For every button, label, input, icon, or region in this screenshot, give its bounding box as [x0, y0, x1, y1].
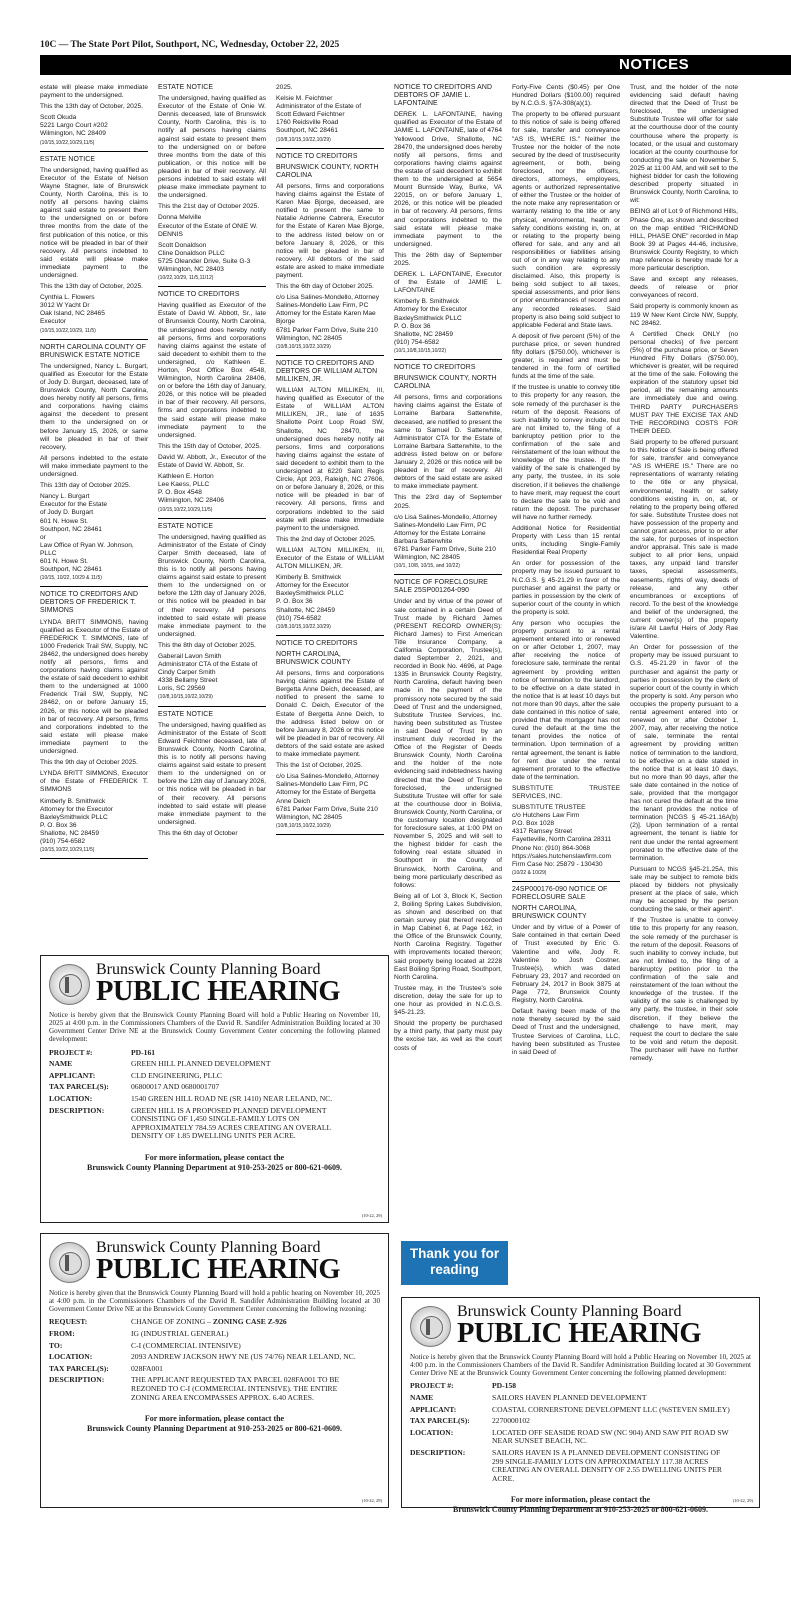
signature-line: 3012 W Yacht Dr	[40, 302, 90, 310]
ad-subtitle: Brunswick County Planning Board	[96, 1239, 321, 1256]
signature-line: c/o Lisa Salines-Mondello, Attorney	[394, 513, 497, 521]
signature-line: Kimberly B. Smithwick	[276, 574, 342, 582]
ad-run-dates: (10-22, 29)	[361, 1498, 382, 1503]
notice-paragraph: Said property is commonly known as 119 W New Kent Circle NW, Supply, NC 28462.	[630, 303, 738, 327]
signature-line: Southport, NC 28461	[40, 566, 102, 574]
ad-field-value: 2270000102	[492, 1416, 530, 1426]
signature-line: Attorney for the Executor	[40, 805, 113, 813]
ad-field-row	[41, 1352, 388, 1364]
ad-field-row	[402, 1448, 759, 1485]
ad-subtitle: Brunswick County Planning Board	[457, 1303, 682, 1320]
ad-field-value: THE APPLICANT REQUESTED TAX PARCEL 028FA001 TO BE REZONED TO C-I (COMMERCIAL INTENSIVE). THE ENTIRE ZONING AREA ENCOMPASSES APPROX. 6.40 ACRES.	[131, 1375, 340, 1402]
signature-line: Wilmington, NC 28405	[276, 813, 342, 821]
notice-paragraph: A deposit of five percent (5%) of the purchase price, or seven hundred fifty dollars ($750.00), whichever is greater, is required and must be tendered in the form of certified funds at the time of the sale.	[512, 332, 620, 381]
ad-field-label: TAX PARCEL(S):	[410, 1416, 470, 1426]
signature-line: 601 N. Howe St.	[40, 557, 89, 565]
signature-line: P. O. Box 36	[394, 322, 431, 330]
signature-line: Shallotte, NC 28459	[40, 829, 100, 837]
signature-line: Oak Island, NC 28465	[40, 310, 105, 318]
public-hearing-ad-pd158	[401, 1297, 760, 1514]
signature-line: BaxleySmithwick PLLC	[40, 813, 108, 821]
notice-paragraph: DEREK L. LAFONTAINE, Executor of the Estate of JAMIE L. LAFONTAINE	[394, 271, 502, 295]
signature-line: Kimberly B. Smithwick	[394, 298, 460, 306]
signature-line: BaxleySmithwick PLLC	[276, 590, 344, 598]
notice-divider	[512, 881, 620, 882]
publication-dates: (10/22 & 10/29)	[512, 869, 547, 876]
publication-dates: (10/8,10/15,10/22,10/29)	[276, 343, 331, 350]
signature-line: 5221 Largo Court #202	[40, 122, 108, 130]
notice-heading: NOTICE TO CREDITORS	[276, 639, 358, 647]
signature-line: Fayetteville, North Carolina 28311	[512, 836, 612, 844]
publication-dates: (10/8,10/15,10/22,10/29)	[158, 694, 213, 701]
notice-paragraph: This the 13th day of October, 2025.	[40, 103, 144, 111]
signature-line: Attorney for the Estate of Bergetta Anne Deich	[276, 789, 376, 805]
ad-field-label: PROJECT #:	[49, 1047, 93, 1057]
signature-line: Executor for the Estate	[40, 501, 108, 509]
notice-paragraph: This the 6th day of October 2025.	[276, 283, 374, 291]
notice-paragraph: This the 13th day of October, 2025.	[40, 283, 144, 291]
ad-field-value: CLD ENGINEERING, PLLC	[131, 1070, 222, 1080]
signature-line: or	[40, 533, 46, 541]
ad-field-row	[41, 1048, 388, 1060]
ad-field-value: SAILORS HAVEN PLANNED DEVELOPMENT	[492, 1392, 647, 1402]
ad-field-value: 1540 GREEN HILL ROAD NE (SR 1410) NEAR LELAND, NC.	[131, 1094, 333, 1104]
signature-line: Wilmington, NC 28403	[158, 265, 224, 273]
ad-field-value: 028FA001	[131, 1363, 163, 1373]
signature-line: https://sales.hutchenslawfirm.com	[512, 852, 611, 860]
ad-field-label: APPLICANT:	[410, 1404, 457, 1414]
notice-divider	[276, 834, 384, 835]
ad-field-row	[402, 1416, 759, 1428]
publication-dates: (10/15,10/22,10/29,11/5)	[158, 506, 213, 513]
ad-field-label: NAME	[410, 1392, 434, 1402]
signature-line: Wilmington, NC 28409	[40, 130, 106, 138]
signature-line: 4338 Bellamy Street	[158, 677, 218, 685]
notice-paragraph: If the trustee is unable to convey title to this property for any reason, the sole remedy of the purchaser is the return of the deposit. Reasons of such inability to convey include, but are not limited to, the filing of a bankruptcy petition prior to the confirmation of the sale and reinstatement of the loan without the knowledge of the trustee. If the validity of the sale is challenged by any party, the trustee, in its sole discretion, if it believes the challenge to have merit, may request the court to declare the sale to be void and return the deposit. The purchaser will have no further remedy.	[512, 384, 620, 521]
ad-field-label: TO:	[49, 1340, 63, 1350]
signature-line: Attorney for the Estate Karen Mae Bjorge	[276, 310, 376, 326]
notice-divider	[276, 355, 384, 356]
ad-field-value: PD-161	[131, 1047, 156, 1057]
notice-paragraph: A Certified Check ONLY (no personal checks) of five percent (5%) of the purchase price, or Seven Hundred Fifty Dollars ($750.00), whichever is greater, will be required at the time of the sale. Following the expiration of the statutory upset bid period, all the remaining amounts are immediately due and owing. THIRD PARTY PURCHASERS MUST PAY THE EXCISE TAX AND THE RECORDING COSTS FOR THEIR DEED.	[630, 330, 738, 435]
notice-paragraph: Save and except any releases, deeds of release or prior conveyances of record.	[630, 276, 738, 300]
signature-line: 601 N. Howe St.	[40, 517, 89, 525]
ad-contact: For more information, please contact the Brunswick County Planning Department at 910-253-2025 or 800-621-0609.	[87, 1153, 342, 1172]
notice-paragraph: WILLIAM ALTON MILLIKEN, III, having qualified as Executor of the Estate of WILLIAM ALTON MILLIKEN, JR., late of 1635 Shallotte Point Loop Road SW, Shallotte, NC 28470, the undersigned does hereby notify all persons, firms and corporations having claims against the estate of said decedent to exhibit them to the undersigned at 6220 Saint Regis Circle, Apt 203, Raleigh, NC 27606, on or before January 8, 2026, or this notice will be pleaded in bar of recovery. All persons, firms and corporations indebted to the said estate will please make immediate payment to the undersigned.	[276, 387, 384, 532]
ad-field-label: LOCATION:	[49, 1352, 93, 1362]
notice-column-1	[40, 84, 148, 946]
ad-field-value: C-I (COMMERCIAL INTENSIVE)	[131, 1340, 241, 1350]
publication-dates: (10/15,10/22,10/29,11/5)	[40, 139, 95, 146]
ad-field-row	[41, 1341, 388, 1353]
notice-divider	[158, 518, 266, 519]
signature-line: (910) 754-6582	[276, 614, 322, 622]
signature-line: Scott Donaldson	[158, 241, 207, 249]
notice-paragraph: This the 23rd day of September 2025.	[394, 494, 502, 510]
signature-line: 6781 Parker Farm Drive, Suite 210	[276, 805, 378, 813]
notice-paragraph: David W. Abbott, Jr., Executor of the Estate of David W. Abbott, Sr.	[158, 453, 266, 470]
signature-line: (910) 754-6582	[40, 837, 86, 845]
signature-line: Attorney for the Executor	[276, 582, 349, 590]
signature-line: (910) 754-6582	[394, 338, 440, 346]
notice-heading: NOTICE TO CREDITORS AND DEBTORS OF WILLIAM ALTON MILLIKEN, JR.	[276, 359, 378, 383]
notice-heading: NORTH CAROLINA, BRUNSWICK COUNTY	[276, 650, 351, 666]
notice-heading: NOTICE TO CREDITORS	[158, 291, 240, 299]
county-seal-icon	[49, 964, 90, 1005]
notice-column-6	[630, 84, 738, 1249]
notice-heading: ESTATE NOTICE	[40, 155, 96, 163]
ad-field-row	[41, 1329, 388, 1341]
ad-field-value: IG (INDUSTRIAL GENERAL)	[131, 1328, 229, 1338]
notice-paragraph: This 13th day of October 2025.	[40, 482, 131, 490]
ad-field-value: CHANGE OF ZONING – ZONING CASE Z-926	[131, 1317, 287, 1327]
signature-line: 6781 Parker Farm Drive, Suite 210	[394, 545, 496, 553]
ad-field-row	[41, 1094, 388, 1106]
notice-divider	[394, 359, 502, 360]
signature-line: Firm Case No: 25879 - 130430	[512, 860, 603, 868]
notice-divider	[40, 858, 148, 859]
notice-column-2	[158, 84, 266, 946]
notice-paragraph: The property to be offered pursuant to this notice of sale is being offered for sale, transfer and conveyance "AS IS, WHERE IS." Neither the Trustee nor the holder of the note secured by the deed of trust/security agreement, or both, being foreclosed, nor the officers, directors, attorneys, employees, agents or authorized representative of either the Trustee or the holder of the note make any representation or warranty relating to the title or any physical, environmental, health or safety conditions existing in, on, at or relating to the property being offered for sale, and any and all responsibilities or liabilities arising out of or in any way relating to any such condition are expressly disclaimed. Also, this property is being sold subject to all taxes, special assessments, and prior liens or prior encumbrances of record and any recorded releases. Said property is also being sold subject to applicable Federal and State laws.	[512, 111, 620, 329]
ad-field-label: TAX PARCEL(S):	[49, 1363, 109, 1373]
ad-field-row	[402, 1393, 759, 1405]
notice-paragraph: LYNDA BRITT SIMMONS, having qualified as Executor of the Estate of FREDERICK T. SIMMONS, late of 1000 Frederick Trail SW, Supply, NC 28462, the undersigned does hereby notify all persons, firms and corporations having claims against the estate of said decedent to exhibit them to the undersigned at 1000 Frederick Trail SW, Supply, NC 28462, on or before January 15, 2026, or this notice will be pleaded in bar of recovery. All persons, firms and corporations indebted to the said estate will please make immediate payment to the undersigned.	[40, 618, 148, 756]
ad-title: PUBLIC HEARING	[457, 1318, 701, 1349]
notice-paragraph: Default having been made of the note thereby secured by the said Deed of Trust and the undersigned, Trustee Services of Carolina, LLC, having been substituted as Trustee in said Deed of	[512, 1008, 620, 1056]
signature-line: 6781 Parker Farm Drive, Suite 210	[276, 326, 378, 334]
section-banner	[40, 55, 791, 75]
ad-field-label: DESCRIPTION:	[410, 1447, 466, 1457]
notice-signature-block	[394, 298, 502, 347]
signature-line: c/o Lisa Salines-Mondello, Attorney	[276, 294, 379, 302]
signature-line: Southport, NC 28461	[40, 525, 102, 533]
ad-field-label: PROJECT #:	[410, 1381, 454, 1391]
notice-signature-block	[512, 804, 620, 869]
ad-field-value: LOCATED OFF SEASIDE ROAD SW (NC 904) AND SAW PIT ROAD SW NEAR SUNSET BEACH, NC.	[492, 1427, 729, 1446]
signature-line: P.O. Box 1028	[512, 820, 555, 828]
ad-run-dates: (10-22, 29)	[732, 1498, 753, 1503]
notice-signature-block	[40, 294, 148, 326]
ad-field-row	[41, 1059, 388, 1071]
notice-signature-block	[40, 114, 148, 138]
county-seal-icon	[410, 1306, 451, 1347]
notice-paragraph: Forty-Five Cents ($0.45) per One Hundred Dollars ($100.00) required by N.C.G.S. §7A-308(a)(1).	[512, 84, 620, 108]
ad-field-row	[41, 1375, 388, 1404]
ad-intro: Notice is hereby given that the Brunswick County Planning Board will hold a Public Hearing on November 10, 2025 at 4:00 p.m. in the Commissioners Chambers of the David R. Sandifer Administration Building located at 30 Government Center Drive NE at the Brunswick County Government Center concerning the following planned development:	[49, 1010, 380, 1044]
notice-heading: 24SP000176-090 NOTICE OF FORECLOSURE SALE	[512, 885, 608, 901]
ad-field-value: 2093 ANDREW JACKSON HWY NE (US 74/76) NEAR LELAND, NC.	[131, 1352, 356, 1362]
notice-signature-block	[276, 574, 384, 623]
ad-field-row	[41, 1106, 388, 1143]
notice-paragraph: Should the property be purchased by a third party, that party must pay the excise tax, as well as the court costs of	[394, 1020, 502, 1052]
signature-line: Shallotte, NC 28459	[276, 606, 336, 614]
notice-paragraph: All persons, firms and corporations having claims against the Estate of Lorraine Barbara Satterwhite, deceased, are notified to present the same to Samuel D. Satterwhite, Administrator CTA for the Estate of Lorraine Barbara Satterwhite, to the address listed below on or before January 2, 2026 or this notice will be pleaded in bar of recovery. All debtors of the said estate are asked to make immediate payment.	[394, 394, 502, 491]
signature-line: P. O. Box 36	[276, 598, 313, 606]
ad-field-value: GREEN HILL PLANNED DEVELOPMENT	[131, 1059, 271, 1069]
notice-paragraph: DEREK L. LAFONTAINE, having qualified as Executor of the Estate of JAMIE L. LAFONTAINE, late of 4764 Yellowood Drive, Shallotte, NC 28470, the undersigned does hereby notify all persons, firms and corporations having claims against the estate of said decedent to exhibit them to the undersigned at 5654 Mount Burnside Way, Burke, VA 22015, on or before January 1, 2026, or this notice will be pleaded in bar of recovery. All persons, firms and corporations indebted to the said estate will please make immediate payment to the undersigned.	[394, 111, 502, 248]
notice-paragraph: An Order for possession of the property may be issued pursuant to G.S. 45-21.29 in favor of the purchaser and against the party or parties in possession by the clerk of superior court of the county in which the property is sold. Any person who occupies the property pursuant to a rental agreement entered into or renewed on or after October 1, 2007, may, after receiving the notice of sale, terminate the rental agreement by providing written notice of termination to the landlord, to be effective on a date stated in the notice that is at least 10 days, but no more than 90 days, after the sale date contained in the notice of sale, provided that the mortgagor has not cured the default at the time the tenant provides the notice of termination [NCGS § 45-21.16A(b)(2)]. Upon termination of a rental agreement, the tenant is liable for rent due under the rental agreement prorated to the effective date of the termination.	[630, 644, 738, 862]
notice-signature-block	[394, 514, 502, 563]
notice-paragraph: Under and by virtue of a Power of Sale contained in that certain Deed of Trust executed by Eric G. Valentine and wife, Jody R. Valentine to Josh Costner, Trustee(s), which was dated February 23, 2017 and recorded on February 24, 2017 in Book 3875 at Page 772, Brunswick County Registry, North Carolina.	[512, 924, 620, 1005]
signature-line: Scott Okuda	[40, 114, 77, 122]
signature-line: SUBSTITUTE TRUSTEE	[512, 804, 586, 812]
section-title: NOTICES	[619, 56, 690, 73]
ad-contact: For more information, please contact the Brunswick County Planning Department at 910-253-2025 or 800-621-0609.	[87, 1414, 342, 1433]
notice-heading: ESTATE NOTICE	[158, 710, 214, 718]
ad-field-label: DESCRIPTION:	[49, 1105, 105, 1115]
notice-paragraph: The undersigned, having qualified as Administrator of the Estate of Scott Edward Feichtner deceased, late of Brunswick County, North Carolina, this is to notify all persons having claims against said estate to present them to the undersigned on or before the 12th day of January 2026, or this notice will be pleaded in bar of their recovery. All persons indebted to said estate will please make immediate payment to the undersigned.	[158, 721, 266, 826]
notice-paragraph: This the 2nd day of October 2025.	[276, 535, 376, 543]
signature-line: P. O. Box 36	[40, 821, 77, 829]
publication-dates: (10/8,10/15,10/22,10/29)	[276, 136, 331, 143]
ad-field-value: SAILORS HAVEN IS A PLANNED DEVELOPMENT CONSISTING OF 299 SINGLE-FAMILY LOTS ON APPROXIMATELY 117.38 ACRES CREATING AN OVERALL DENSITY OF 2.55 DWELLING UNITS PER ACRE.	[492, 1447, 722, 1483]
ad-field-label: FROM:	[49, 1328, 75, 1338]
notice-signature-block	[40, 493, 148, 574]
signature-line: BaxleySmithwick PLLC	[394, 314, 462, 322]
notice-paragraph: Said property to be offered pursuant to this Notice of Sale is being offered for sale, transfer and conveyance "AS IS WHERE IS." There are no representations of warranty relating to the title or any physical, environmental, health or safety conditions existing in, on, at, or relating to the property being offered for sale. Substitute Trustee does not have possession of the property and cannot grant access, prior to or after the sale, for purposes of inspection and/or appraisal. This sale is made subject to all prior liens, unpaid taxes, any unpaid land transfer taxes, special assessments, easements, rights of way, deeds of release, and any other encumbrances or exceptions of record. To the best of the knowledge and belief of the undersigned, the current owner(s) of the property is/are All Lawful Heirs of Jody Rae Valentine.	[630, 438, 738, 641]
signature-line: Kathleen E. Horton	[158, 473, 214, 481]
notice-heading: NOTICE TO CREDITORS	[394, 364, 476, 371]
notice-paragraph: 2025.	[276, 84, 293, 91]
notice-paragraph: LYNDA BRITT SIMMONS, Executor of the Estate of FREDERICK T. SIMMONS	[40, 770, 148, 794]
publication-dates: (10/8,10/15,10/22,10/29)	[276, 623, 331, 630]
ad-intro: Notice is hereby given that the Brunswick County Planning Board will hold a Public Hearing on November 10, 2025 at 4:00 p.m. in the Commissioners Chambers of the David R. Sandifer Administration Building located at 30 Government Center Drive NE at the Brunswick County Government Center concerning the following planned development:	[410, 1352, 751, 1378]
notice-paragraph: Trustee may, in the Trustee's sole discretion, delay the sale for up to one hour as provided in N.C.G.S. §45-21.23.	[394, 984, 502, 1017]
notice-signature-block	[158, 214, 266, 238]
signature-line: Administrator CTA of the Estate of	[158, 661, 258, 669]
signature-line: P. O. Box 4548	[158, 489, 202, 497]
notice-heading: NOTICE TO CREDITORS AND DEBTORS OF JAMIE L. LAFONTAINE	[394, 84, 493, 108]
signature-line: Phone No: (910) 864-3068	[512, 844, 591, 852]
notice-heading: NOTICE OF FORECLOSURE SALE 25SP001264-090	[394, 579, 488, 595]
notice-signature-block	[276, 95, 384, 135]
publication-dates: (10/22,10/29, 11/5,11/12)	[158, 275, 214, 282]
notice-paragraph: An order for possession of the property may be issued pursuant to N.C.G.S. § 45-21.29 in favor of the purchaser and against the party or parties in possession by the clerk of superior court of the county in which the property is sold.	[512, 560, 620, 616]
ad-field-row	[41, 1071, 388, 1083]
notice-divider	[276, 635, 384, 636]
notice-paragraph: This the 1st of October, 2025.	[276, 762, 363, 770]
signature-line: Cline Donaldson PLLC	[158, 249, 225, 257]
signature-line: Kimberly B. Smithwick	[40, 797, 106, 805]
signature-line: 5725 Oleander Drive, Suite G-3	[158, 257, 251, 265]
notice-signature-block	[158, 473, 266, 505]
signature-line: Attorney for the Estate Lorraine Barbara Satterwhite	[394, 529, 486, 545]
signature-line: Nancy L. Burgart	[40, 493, 90, 501]
notice-column-5	[512, 84, 620, 1249]
notice-paragraph: If the Trustee is unable to convey title to this property for any reason, the sole remedy of the purchaser is the return of the deposit. Reasons of such inability to convey include, but are not limited to, the filing of a bankruptcy petition prior to the confirmation of the sale and reinstatement of the loan without the knowledge of the trustee. If the validity of the sale is challenged by any party, the trustee, in their sole discretion, if they believe the challenge to have merit, may request the court to declare the sale to be void and return the deposit. The purchaser will have no further remedy.	[630, 917, 738, 1062]
publication-dates: (10/15, 10/22, 10/29 & 11/5)	[40, 575, 102, 582]
notice-paragraph: All persons indebted to the estate will make immediate payment to the undersigned.	[40, 454, 148, 479]
ad-field-value: PD-158	[492, 1381, 517, 1391]
notice-signature-block	[158, 242, 266, 274]
ad-field-value: COASTAL CORNERSTONE DEVELOPMENT LLC (%STEVEN SMILEY)	[492, 1404, 730, 1414]
ad-header	[402, 1298, 759, 1351]
notice-paragraph: This the 9th day of October 2025.	[40, 759, 138, 767]
notice-divider	[158, 706, 266, 707]
publication-dates: (10/8,10/15,10/22,10/29)	[276, 822, 331, 829]
signature-line: Executor of the Estate of ONIE W. DENNIS	[158, 222, 258, 238]
notice-paragraph: estate will please make immediate payment to the undersigned.	[40, 84, 148, 100]
public-hearing-ad-pd161	[40, 955, 389, 1223]
notice-divider	[276, 148, 384, 149]
ad-field-row	[41, 1082, 388, 1094]
ad-field-label: TAX PARCEL(S):	[49, 1082, 109, 1092]
notice-divider	[40, 586, 148, 587]
ad-field-label: REQUEST:	[49, 1317, 88, 1327]
notice-heading: ESTATE NOTICE	[158, 84, 214, 91]
ad-field-label: LOCATION:	[49, 1094, 93, 1104]
ad-field-row	[402, 1405, 759, 1417]
signature-line: Cindy Carper Smith	[158, 669, 216, 677]
notice-column-4	[394, 84, 502, 1249]
notice-paragraph: This the 26th day of September 2025.	[394, 251, 502, 267]
ad-field-label: LOCATION:	[410, 1427, 454, 1437]
notice-signature-block	[276, 773, 384, 822]
signature-line: Cynthia L. Flowers	[40, 294, 95, 302]
notice-heading: NORTH CAROLINA, BRUNSWICK COUNTY	[512, 905, 587, 921]
signature-line: Executor	[40, 318, 67, 326]
notice-paragraph: The undersigned, having qualified as Administrator of the Estate of Cindy Carper Smith deceased, late of Brunswick County, North Carolina, this is to notify all persons having claims against said estate to present them to the undersigned on or before the 12th day of January 2026, or this notice will be pleaded in bar of their recovery. All persons indebted to said estate will please make immediate payment to the undersigned.	[158, 533, 266, 638]
signature-line: 4317 Ramsey Street	[512, 828, 573, 836]
signature-line: Shallotte, NC 28459	[394, 330, 454, 338]
ad-field-row	[402, 1381, 759, 1393]
signature-line: Southport, NC 28461	[276, 127, 338, 135]
notice-paragraph: This the 6th day of October	[158, 829, 238, 837]
notice-heading: NOTICE TO CREDITORS AND DEBTORS OF FREDERICK T. SIMMONS	[40, 591, 139, 615]
signature-line: Wilmington, NC 28406	[158, 497, 224, 505]
notice-paragraph: Under and by virtue of the power of sale contained in a certain Deed of Trust made by Richard James (PRESENT RECORD OWNER(S): Richard James) to First American Title Insurance Company, a California Corporation, Trustee(s), dated September 2, 2021, and recorded in Book No. 4696, at Page 1335 in Brunswick County Registry, North Carolina, default having been made in the payment of the promissory note secured by the said Deed of Trust and the undersigned, Substitute Trustee Services, Inc. having been substituted as Trustee in said Deed of Trust by an instrument duly recorded in the Office of the Register of Deeds Brunswick County, North Carolina and the holder of the note evidencing said indebtedness having directed that the Deed of Trust be foreclosed, the undersigned Substitute Trustee will offer for sale at the courthouse door in Bolivia, Brunswick County, North Carolina, or the customary location designated for foreclosure sales, at 1:00 PM on November 5, 2025 and will sell to the highest bidder for cash the following real estate situated in Southport in the County of Brunswick, North Carolina, and being more particularly described as follows:	[394, 598, 502, 889]
ad-intro: Notice is hereby given that the Brunswick County Planning Board will hold a public hearing on November 10, 2025 at 4:00 p.m. in the Commissioners Chambers of the David R. Sandifer Administration Building located at 30 Government Center Drive NE at the Brunswick County Government Center concerning the following rezoning:	[49, 1288, 380, 1314]
signature-line: Gaberail Lavon Smith	[158, 653, 222, 660]
ad-field-label: NAME	[49, 1059, 73, 1069]
signature-line: Scott Edward Feichtner	[276, 111, 345, 119]
signature-line: Law Office of Ryan W. Johnson, PLLC	[40, 541, 134, 557]
notice-heading: BRUNSWICK COUNTY, NORTH CAROLINA	[394, 375, 497, 391]
thank-you-promo: Thank you for reading	[401, 1241, 508, 1285]
county-seal-icon	[49, 1242, 90, 1283]
notice-paragraph: All persons, firms and corporations having claims against the Estate of Karen Mae Bjorge, deceased, are notified to present the same to Natalie Adrienne Cabrera, Executor for the Estate of Karen Mae Bjorge, to the address listed below on or before January 8, 2026, or this notice will be pleaded in bar of recovery. All debtors of the said estate are asked to make immediate payment.	[276, 182, 384, 279]
notice-paragraph: The undersigned, Nancy L. Burgart, qualified as Executor for the Estate of Jody D. Burgart, deceased, late of Brunswick County, North Carolina, does hereby notify all persons, firms and corporations having claims against the decedent to present them to the undersigned on or before January 15, 2026, or same will be pleaded in bar of their recovery.	[40, 362, 148, 451]
publication-dates: (10/15,10/22,10/29,11/5)	[40, 847, 95, 854]
ad-field-value: GREEN HILL IS A PROPOSED PLANNED DEVELOPMENT CONSISTING OF 1,450 SINGLE-FAMILY LOTS ON APPROXIMATELY 784.59 ACRES CREATING AN OVERALL DENSITY OF 1.85 DWELLING UNITS PER ACRE.	[131, 1105, 331, 1141]
signature-line: of Jody D. Burgart	[40, 509, 94, 517]
signature-line: Lee Kaess, PLLC	[158, 481, 210, 489]
signature-line: Salines-Mondello Law Firm, PC	[276, 781, 369, 789]
ad-field-row	[41, 1317, 388, 1329]
publication-dates: (10/15,10/22,10/29, 11/5)	[40, 327, 96, 334]
signature-line: Donna Melville	[158, 214, 202, 222]
signature-line: c/o Lisa Salines-Mondello, Attorney	[276, 773, 379, 781]
notice-paragraph: SUBSTITUTE TRUSTEE SERVICES, INC.	[512, 784, 620, 800]
notice-heading: BRUNSWICK COUNTY, NORTH CAROLINA	[276, 163, 379, 179]
ad-header	[41, 1234, 388, 1287]
signature-line: 1760 Reidsville Road	[276, 119, 339, 127]
page-folio: 10C — The State Port Pilot, Southport, NC, Wednesday, October 22, 2025	[40, 40, 340, 50]
notice-column-3	[276, 84, 384, 946]
notice-paragraph: WILLIAM ALTON MILLIKEN, III, Executor of the Estate of WILLIAM ALTON MILLIKEN, JR.	[276, 546, 384, 571]
ad-header	[41, 956, 388, 1009]
ad-field-label: APPLICANT:	[49, 1070, 96, 1080]
notice-heading: NORTH CAROLINA COUNTY OF BRUNSWICK ESTATE NOTICE	[40, 343, 146, 359]
notice-heading: NOTICE TO CREDITORS	[276, 152, 358, 160]
notice-paragraph: The undersigned, having qualified as Executor of the Estate of Nelson Wayne Stagner, late of Brunswick County, North Carolina, this is to notify all persons having claims against said estate to present them to the undersigned on or before three months from the date of the first publication of this notice, or this notice will be pleaded in bar of their recovery. All persons indebted to said estate will please make immediate payment to the undersigned.	[40, 166, 148, 279]
ad-field-row	[402, 1428, 759, 1448]
signature-line: Salines-Mondello Law Firm, PC	[276, 302, 369, 310]
ad-subtitle: Brunswick County Planning Board	[96, 961, 321, 978]
ad-field-value: 06800017 AND 0680001707	[131, 1082, 220, 1092]
signature-line: Wilmington, NC 28405	[394, 554, 460, 562]
publication-dates: (10/1,10/8,10/15,10/22)	[394, 347, 446, 354]
notice-paragraph: This the 21st day of October 2025.	[158, 203, 260, 211]
notice-divider	[40, 339, 148, 340]
notice-paragraph: BEING all of Lot 9 of Richmond Hills, Phase One, as shown and described on the map entitled "RICHMOND HILL, PHASE ONE" recorded in Map Book 39 at Pages 44-46, inclusive, Brunswick County Registry, to which map reference is hereby made for a more particular description.	[630, 208, 738, 273]
ad-title: PUBLIC HEARING	[96, 1254, 340, 1285]
signature-line: Administrator of the Estate of	[276, 103, 362, 111]
public-hearing-ad-z926	[40, 1233, 389, 1508]
notice-paragraph: Pursuant to NCGS §45-21.25A, this sale may be subject to remote bids placed by bidders not physically present at the place of sale, which may be accepted by the person conducting the sale, or their agent*.	[630, 865, 738, 914]
ad-field-row	[41, 1364, 388, 1376]
notice-paragraph: All persons, firms and corporations having claims against the Estate of Bergetta Anne Deich, deceased, are notified to present the same to Donald C. Deich, Executor of the Estate of Bergetta Anne Deich, to the address listed below on or before January 8, 2026 or this notice will be pleaded in bar of recovery. All debtors of the said estate are asked to make immediate payment.	[276, 670, 384, 759]
ad-contact: For more information, please contact the Brunswick County Planning Department at 910-253-2025 or 800-621-0609.	[453, 1495, 708, 1514]
notice-heading: ESTATE NOTICE	[158, 522, 214, 530]
notice-signature-block	[276, 294, 384, 343]
signature-line: Loris, SC 29569	[158, 685, 206, 693]
signature-line: c/o Hutchens Law Firm	[512, 812, 580, 820]
ad-title: PUBLIC HEARING	[96, 976, 340, 1007]
signature-line: Salines-Mondello Law Firm, PC	[394, 521, 487, 529]
notice-paragraph: Any person who occupies the property pursuant to a rental agreement entered into or renewed on or after October 1, 2007, may after receiving the notice of foreclosure sale, terminate the rental agreement by providing written notice of termination to the landlord, to be effective on a date stated in the notice that is at least 10 days but not more than 90 days, after the sale date contained in this notice of sale, provided that the mortgagor has not cured the default at the time the tenant provides the notice of termination. Upon termination of a rental agreement, the tenant is liable for rent due under the rental agreement prorated to the effective date of the termination.	[512, 620, 620, 781]
notice-signature-block	[40, 798, 148, 847]
ad-run-dates: (10-22, 29)	[361, 1213, 382, 1218]
signature-line: Attorney for the Executor	[394, 306, 467, 314]
notice-divider	[40, 151, 148, 152]
notice-paragraph: Having qualified as Executor of the Estate of David W. Abbott, Sr., late of Brunswick County, North Carolina, the undersigned does hereby notify all persons, firms and corporations having claims against the estate of said decedent to exhibit them to the undersigned, c/o Kathleen E. Horton, Post Office Box 4548, Wilmington, North Carolina 28406, on or before the 16th day of January, 2026, or this notice will be pleaded in bar of their recovery. All persons, firms and corporations indebted to the said estate will please make immediate payment to the undersigned.	[158, 302, 266, 439]
ad-field-label: DESCRIPTION:	[49, 1375, 105, 1385]
notice-paragraph: Trust, and the holder of the note evidencing said default having directed that the Deed of Trust be foreclosed, the undersigned Substitute Trustee will offer for sale at the courthouse door of the county courthouse where the property is located, or the usual and customary location at the county courthouse for conducting the sale on November 5, 2025 at 11:00 AM, and will sell to the highest bidder for cash the following described property situated in Brunswick County, North Carolina, to wit:	[630, 84, 738, 205]
publication-dates: (10/1, 10/8, 10/15, and 10/22)	[394, 563, 460, 570]
notice-paragraph: This the 8th day of October 2025.	[158, 641, 256, 649]
signature-line: Wilmington, NC 28405	[276, 334, 342, 342]
notice-divider	[394, 574, 502, 575]
notice-paragraph: The undersigned, having qualified as Executor of the Estate of Onie W. Dennis deceased, late of Brunswick County, North Carolina, this is to notify all persons having claims against said estate to present them to the undersigned on or before three months from the date of this publication, or this notice will be pleaded in bar of their recovery. All persons indebted to said estate will please make immediate payment to the undersigned.	[158, 95, 266, 200]
notice-signature-block	[158, 653, 266, 693]
signature-line: Kelsie M. Feichtner	[276, 95, 333, 103]
notice-paragraph: Being all of Lot 3, Block K, Section 2, Boiling Spring Lakes Subdivision, as shown and described on that certain survey plat thereof recorded in Map Cabinet 6, at Page 162, in the Office of the Brunswick County, North Carolina Registry. Together with improvements located thereon; said property being located at 2228 East Boiling Spring Road, Southport, North Carolina.	[394, 892, 502, 981]
notice-divider	[158, 286, 266, 287]
notice-paragraph: Additional Notice for Residential Property with Less than 15 rental units, including Single-Family Residential Real Property	[512, 524, 620, 557]
notice-paragraph: This the 15th day of October, 2025.	[158, 442, 262, 450]
